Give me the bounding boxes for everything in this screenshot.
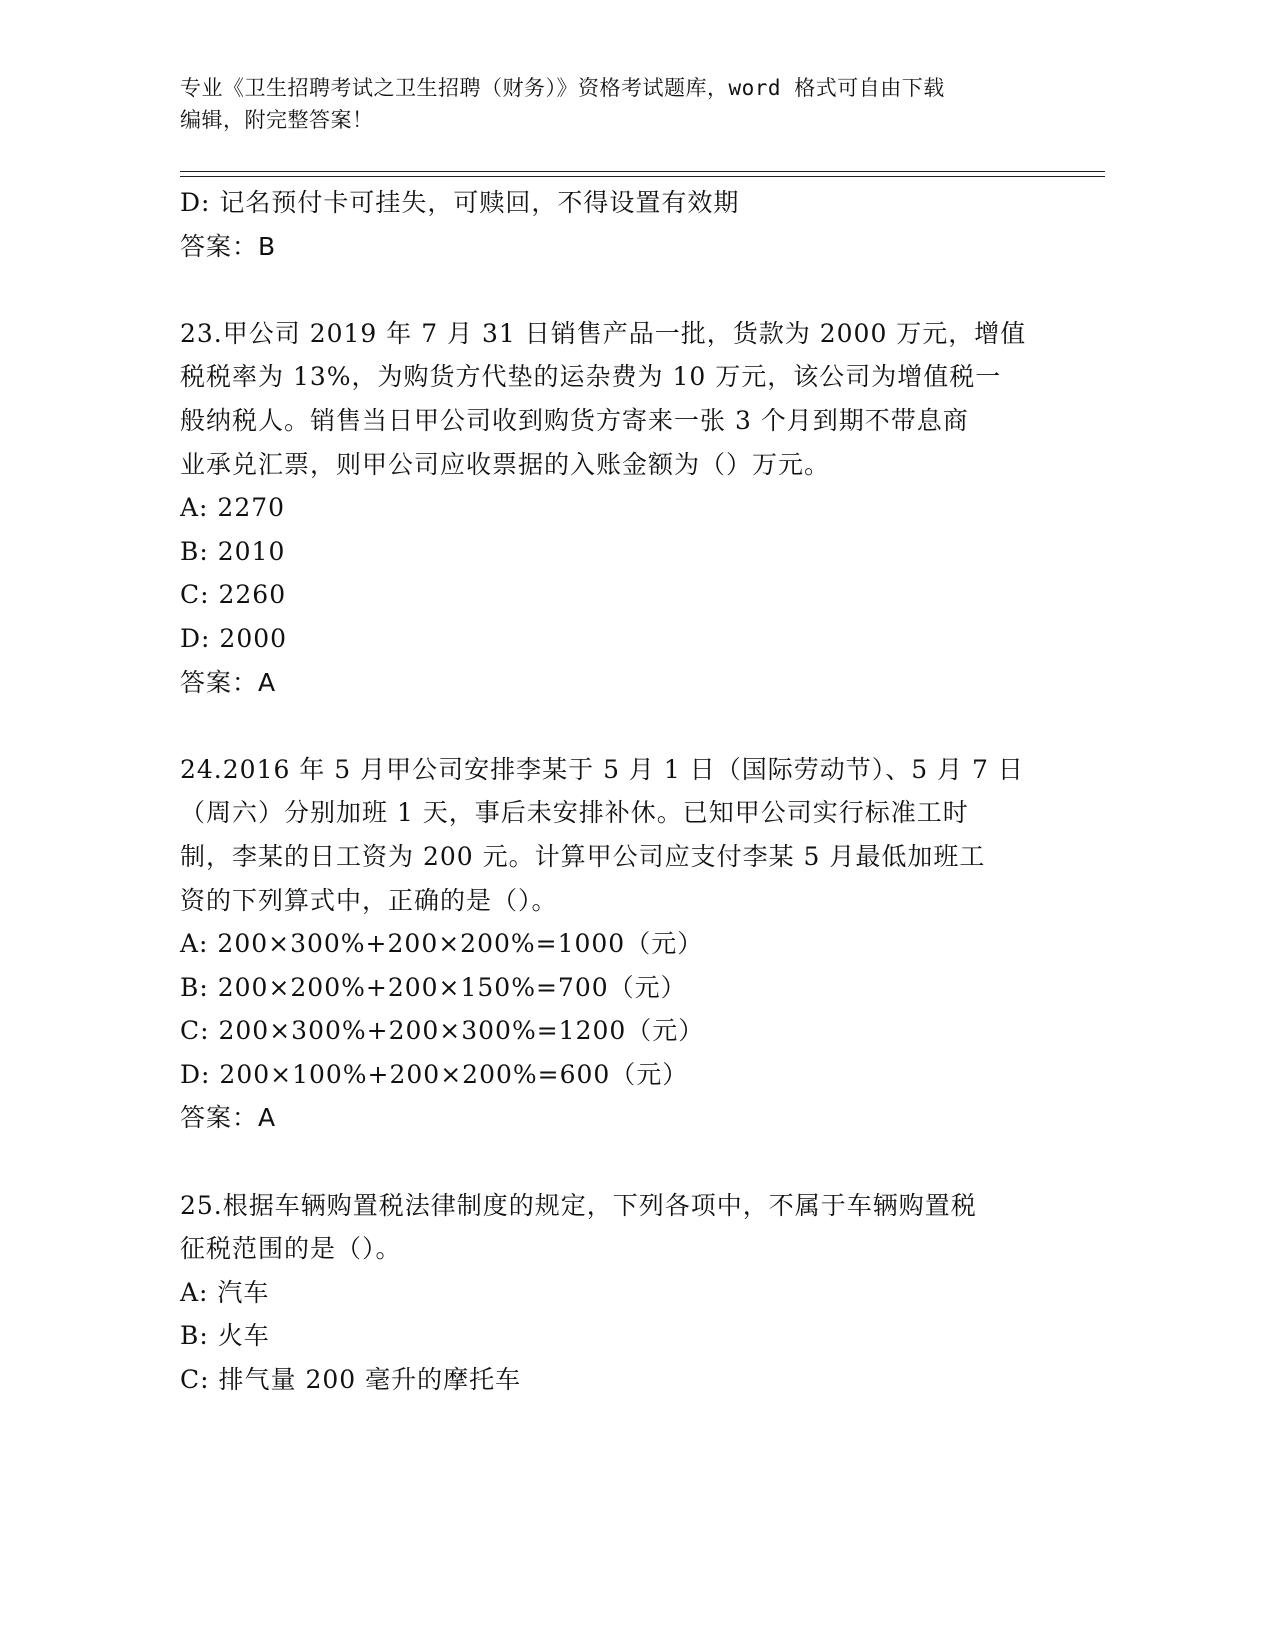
question-text-line: 税税率为 13%，为购货方代垫的运杂费为 10 万元，该公司为增值税一 [180,362,1002,392]
answer-line: 答案：B [180,231,277,261]
option-d: D: 200×100%+200×200%=600（元） [180,1059,689,1089]
header-line-1: 专业《卫生招聘考试之卫生招聘（财务）》资格考试题库，word 格式可自由下载 [180,76,945,100]
header-divider-bottom [180,176,1105,177]
question-text-line: （周六）分别加班 1 天，事后未安排补休。已知甲公司实行标准工时 [180,798,969,828]
question-text-line: 25.根据车辆购置税法律制度的规定，下列各项中，不属于车辆购置税 [180,1190,977,1220]
option-a: A: 200×300%+200×200%=1000（元） [180,929,704,959]
question-text-line: 23.甲公司 2019 年 7 月 31 日销售产品一批，货款为 2000 万元，增值 [180,318,1027,348]
option-c: C: 2260 [180,580,287,610]
header-line-2: 编辑，附完整答案！ [180,108,374,132]
option-a: A: 2270 [180,493,286,523]
document-header [180,72,1060,136]
spacer [180,1140,1040,1184]
option-b: B: 2010 [180,536,286,566]
question-block [180,1184,1040,1402]
question-text-line: 资的下列算式中，正确的是（）。 [180,885,558,915]
question-block [180,312,1040,704]
option-c: C: 排气量 200 毫升的摩托车 [180,1365,522,1395]
question-content [180,181,1040,1402]
question-block [180,748,1040,1140]
option-a: A: 汽车 [180,1277,270,1307]
header-divider-top [180,171,1105,172]
question-text-line: 业承兑汇票，则甲公司应收票据的入账金额为（）万元。 [180,449,831,479]
option-d: D: 记名预付卡可挂失，可赎回，不得设置有效期 [180,188,740,217]
option-c: C: 200×300%+200×300%=1200（元） [180,1016,705,1046]
spacer [180,704,1040,748]
question-text-line: 24.2016 年 5 月甲公司安排李某于 5 月 1 日（国际劳动节）、5 月 7 日 [180,754,1024,784]
question-text-line: 般纳税人。销售当日甲公司收到购货方寄来一张 3 个月到期不带息商 [180,405,969,435]
option-b: B: 200×200%+200×150%=700（元） [180,972,687,1002]
option-d: D: 2000 [180,623,288,653]
question-text-line: 征税范围的是（）。 [180,1234,402,1264]
question-text-line: 制，李某的日工资为 200 元。计算甲公司应支付李某 5 月最低加班工 [180,841,986,871]
answer-line: 答案：A [180,667,277,697]
spacer [180,268,1040,312]
option-b: B: 火车 [180,1321,270,1351]
answer-line: 答案：A [180,1103,277,1133]
